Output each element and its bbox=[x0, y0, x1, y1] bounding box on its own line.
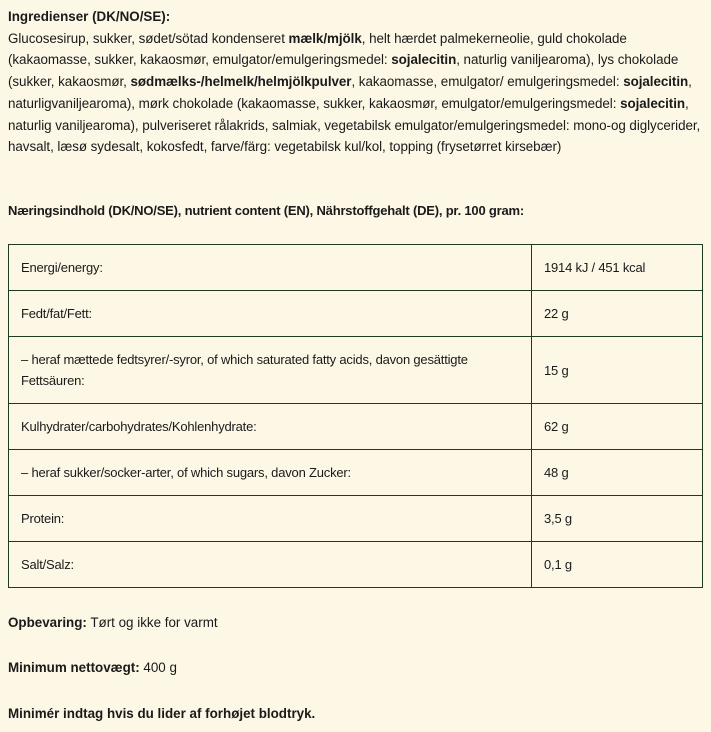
ingredient-text: , naturlig vaniljearoma), pulveriseret rålakrids, salmiak, vegetabilsk emulgator/emulgeringsmedel: mono-og diglycerider, havsalt, læsø sydesalt, kokosfedt, farve/färg: vegetabilsk kul/kol, topping (frysetørret kirsebær) bbox=[8, 95, 701, 155]
ingredients-section bbox=[8, 6, 708, 158]
nutrient-value: 3,5 g bbox=[532, 496, 703, 542]
ingredients-text bbox=[8, 28, 708, 158]
nutrition-row bbox=[9, 450, 703, 496]
allergen-text: mælk/mjölk bbox=[288, 30, 362, 46]
allergen-text: sojalecitin bbox=[620, 95, 686, 111]
nutrient-label: – heraf sukker/socker-arter, of which sugars, davon Zucker: bbox=[9, 450, 532, 496]
nutrient-value: 0,1 g bbox=[532, 542, 703, 588]
nutrient-label: Kulhydrater/carbohydrates/Kohlenhydrate: bbox=[9, 404, 532, 450]
nutrient-value: 1914 kJ / 451 kcal bbox=[532, 245, 703, 291]
warning-line bbox=[8, 703, 315, 724]
nutrition-row bbox=[9, 404, 703, 450]
storage-line bbox=[8, 612, 218, 633]
ingredient-text: , naturlig vaniljearoma), lys chokolade (sukker, kakaosmør, bbox=[8, 52, 679, 90]
warning-text: Minimér indtag hvis du lider af forhøjet blodtryk. bbox=[8, 706, 316, 721]
nutrition-row bbox=[9, 542, 703, 588]
ingredient-text: Glucosesirup, sukker, sødet/sötad kondenseret bbox=[8, 30, 289, 46]
allergen-text: sojalecitin bbox=[623, 74, 689, 90]
nutrient-label: Energi/energy: bbox=[9, 245, 532, 291]
nutrient-label: – heraf mættede fedtsyrer/-syror, of which saturated fatty acids, davon gesättigte Fettsäuren: bbox=[9, 337, 532, 404]
nutrient-value: 15 g bbox=[532, 337, 703, 404]
nutrient-label: Protein: bbox=[9, 496, 532, 542]
allergen-text: sojalecitin bbox=[391, 52, 457, 68]
storage-value: Tørt og ikke for varmt bbox=[86, 615, 218, 630]
nutrient-value: 22 g bbox=[532, 291, 703, 337]
nutrition-row bbox=[9, 291, 703, 337]
nutrient-value: 62 g bbox=[532, 404, 703, 450]
nutrition-row bbox=[9, 337, 703, 404]
nutrition-row bbox=[9, 496, 703, 542]
ingredient-text: , kakaomasse, emulgator/ emulgeringsmedel: bbox=[351, 74, 624, 90]
allergen-text: sødmælks-/helmelk/helmjölkpulver bbox=[130, 74, 352, 90]
net-weight-label: Minimum nettovægt: bbox=[8, 660, 140, 675]
nutrient-label: Fedt/fat/Fett: bbox=[9, 291, 532, 337]
storage-label: Opbevaring: bbox=[8, 615, 87, 630]
nutrition-heading: Næringsindhold (DK/NO/SE), nutrient content (EN), Nährstoffgehalt (DE), pr. 100 gram: bbox=[8, 203, 525, 218]
nutrient-value: 48 g bbox=[532, 450, 703, 496]
nutrition-table bbox=[8, 244, 703, 588]
nutrient-label: Salt/Salz: bbox=[9, 542, 532, 588]
net-weight-line bbox=[8, 657, 177, 678]
ingredients-heading: Ingredienser (DK/NO/SE): bbox=[8, 9, 171, 24]
ingredient-text: , naturligvaniljearoma), mørk chokolade (kakaomasse, sukker, kakaosmør, emulgator/emulgeringsmedel: bbox=[8, 74, 692, 111]
net-weight-value: 400 g bbox=[139, 660, 177, 675]
ingredient-text: , helt hærdet palmekerneolie, guld chokolade (kakaomasse, sukker, kakaosmør, emulgator/emulgeringsmedel: bbox=[8, 30, 627, 68]
nutrition-row bbox=[9, 245, 703, 291]
